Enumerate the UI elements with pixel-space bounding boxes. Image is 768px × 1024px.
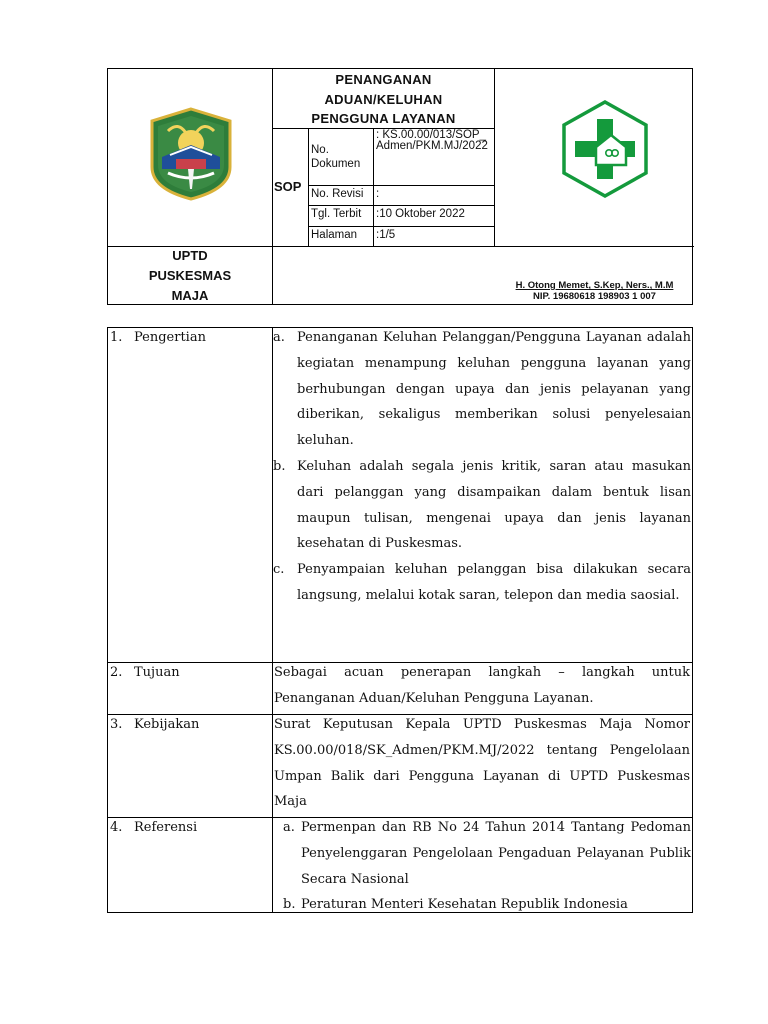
list-item-text: Peraturan Menteri Kesehatan Republik Indonesia xyxy=(301,897,628,913)
list-item-text: Penyampaian keluhan pelanggan bisa dilakukan secara langsung, melalui kotak saran, telepon dan media saosial. xyxy=(297,562,691,603)
kebijakan-text: Surat Keputusan Kepala UPTD Puskesmas Maja Nomor KS.00.00/018/SK_Admen/PKM.MJ/2022 tentang Pengelolaan Umpan Balik dari Pengguna Layanan di UPTD Puskesmas Maja xyxy=(274,717,690,810)
section-title: Kebijakan xyxy=(134,717,200,732)
sop-header-table xyxy=(107,68,693,305)
section-number: 2. xyxy=(110,665,123,680)
puskesmas-logo-icon xyxy=(559,99,651,199)
list-item xyxy=(273,325,691,454)
header-divider xyxy=(373,128,374,246)
section-number: 3. xyxy=(110,717,123,732)
document-title-line: PENANGANAN xyxy=(335,72,432,87)
document-title-line: PENGGUNA LAYANAN xyxy=(311,111,456,126)
signatory-nip: NIP. 19680618 198903 1 007 xyxy=(533,291,656,302)
organization-name-line: UPTD xyxy=(172,248,208,263)
list-marker: b. xyxy=(273,458,286,474)
list-item xyxy=(273,557,691,609)
meta-value-document-number: : KS.00.00/013/SOP_Admen/PKM.MJ/2022 xyxy=(376,129,488,153)
header-divider xyxy=(308,128,309,246)
list-marker: c. xyxy=(273,562,285,578)
signatory-name: H. Otong Memet, S.Kep, Ners., M.M xyxy=(515,280,674,291)
document-title-line: ADUAN/KELUHAN xyxy=(324,91,443,107)
tujuan-text: Sebagai acuan penerapan langkah – langkah untuk Penanganan Aduan/Keluhan Pengguna Layanan. xyxy=(274,665,690,706)
section-number: 4. xyxy=(110,820,123,835)
list-item xyxy=(273,454,691,557)
section-label xyxy=(110,717,199,732)
header-divider xyxy=(308,226,494,227)
meta-value-page: :1/5 xyxy=(376,229,396,241)
document-title xyxy=(273,70,494,129)
regional-government-emblem-icon xyxy=(148,107,234,201)
meta-label-revision: No. Revisi xyxy=(311,188,364,200)
meta-value-issue-date: :10 Oktober 2022 xyxy=(376,208,465,220)
list-item xyxy=(273,892,691,918)
meta-label-issue-date: Tgl. Terbit xyxy=(311,208,362,220)
organization-name-line: PUSKESMAS xyxy=(148,268,232,283)
organization-name-line: MAJA xyxy=(171,288,209,303)
header-divider xyxy=(494,69,495,246)
meta-label-document-number: No. Dokumen xyxy=(311,144,361,170)
section-label xyxy=(110,330,206,345)
referensi-list xyxy=(273,815,691,918)
section-label xyxy=(110,665,180,680)
organization-name xyxy=(108,246,272,306)
header-divider xyxy=(308,185,494,186)
meta-value-revision: : xyxy=(376,188,380,200)
list-item xyxy=(273,815,691,892)
pengertian-list xyxy=(273,325,691,609)
list-item-text: Permenpan dan RB No 24 Tahun 2014 Tantang Pedoman Penyelenggaran Pengelolaan Pengaduan Pelayanan Publik Secara Nasional xyxy=(301,820,691,887)
meta-label-page: Halaman xyxy=(311,229,358,241)
list-marker: a. xyxy=(273,330,285,345)
section-number: 1. xyxy=(110,330,123,345)
list-item-text: Keluhan adalah segala jenis kritik, saran atau masukan dari pelanggan yang disampaikan dalam bentuk lisan maupun tulisan, mengenai upaya dan jenis layanan kesehatan di Puskesmas. xyxy=(297,458,691,552)
sop-content-table xyxy=(107,327,693,913)
list-marker: b. xyxy=(283,897,296,913)
list-item-text: Penanganan Keluhan Pelanggan/Pengguna Layanan adalah kegiatan menampung keluhan pengguna layanan yang berhubungan dengan upaya dan jenis pelayanan yang diberikan, sekaligus memberikan solusi penyelesaian keluhan. xyxy=(297,330,691,449)
sop-label: SOP xyxy=(274,179,302,194)
section-label xyxy=(110,820,197,835)
list-marker: a. xyxy=(283,820,295,835)
section-title: Tujuan xyxy=(134,665,180,680)
section-title: Referensi xyxy=(134,820,198,835)
section-title: Pengertian xyxy=(134,330,206,345)
header-divider xyxy=(308,205,494,206)
